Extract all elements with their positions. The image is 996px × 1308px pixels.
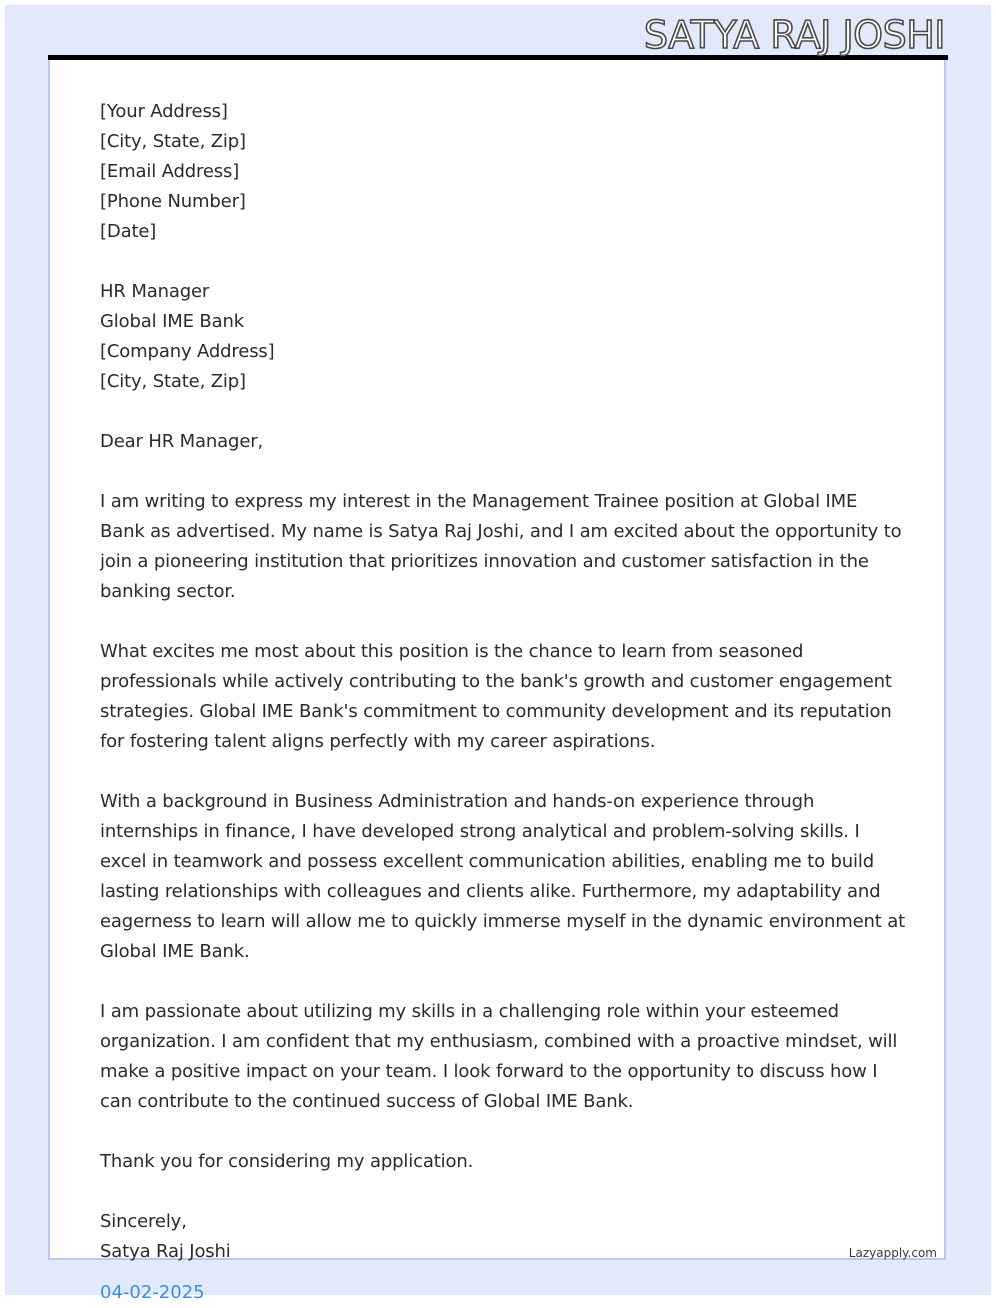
sender-phone: [Phone Number] [100,191,246,212]
closing-block [100,1207,900,1267]
recipient-company-address: [Company Address] [100,341,275,362]
sender-date: [Date] [100,221,157,242]
paragraph-intro [100,487,900,607]
signature-name: Satya Raj Joshi [100,1241,231,1262]
recipient-block [100,277,900,397]
sender-city-state-zip: [City, State, Zip] [100,131,246,152]
paragraph-background [100,787,906,967]
paragraph-line: internships in finance, I have developed strong analytical and problem-solving skills. I [100,821,860,842]
paragraph-line: Global IME Bank. [100,941,250,962]
paragraph-motivation [100,637,900,757]
paragraph-line: can contribute to the continued success of Global IME Bank. [100,1091,634,1112]
paragraph-thanks [100,1147,900,1177]
paragraph-line: strategies. Global IME Bank's commitment to community development and its reputation [100,701,892,722]
sender-email: [Email Address] [100,161,240,182]
sender-address: [Your Address] [100,101,228,122]
salutation-text: Dear HR Manager, [100,431,264,452]
paragraph-line: banking sector. [100,581,236,602]
paragraph-line: Bank as advertised. My name is Satya Raj Joshi, and I am excited about the opportunity to [100,521,902,542]
salutation [100,427,900,457]
paragraph-line: Thank you for considering my application. [100,1151,474,1172]
paragraph-line: What excites me most about this position is the chance to learn from seasoned [100,641,804,662]
sender-block [100,97,900,247]
paragraph-passion [100,997,900,1117]
cover-letter-body [100,97,906,1267]
paragraph-line: for fostering talent aligns perfectly with my career aspirations. [100,731,656,752]
letter-date: 04-02-2025 [100,1282,205,1303]
paragraph-line: eagerness to learn will allow me to quickly immerse myself in the dynamic environment at [100,911,906,932]
paragraph-line: With a background in Business Administration and hands-on experience through [100,791,815,812]
applicant-name-header: SATYA RAJ JOSHI [643,13,945,57]
paragraph-line: make a positive impact on your team. I look forward to the opportunity to discuss how I [100,1061,878,1082]
paragraph-line: organization. I am confident that my enthusiasm, combined with a proactive mindset, will [100,1031,898,1052]
recipient-company: Global IME Bank [100,311,245,332]
recipient-title: HR Manager [100,281,210,302]
valediction: Sincerely, [100,1211,187,1232]
paragraph-line: excel in teamwork and possess excellent communication abilities, enabling me to build [100,851,875,872]
lazyapply-watermark: Lazyapply.com [848,1246,937,1260]
paragraph-line: I am writing to express my interest in the Management Trainee position at Global IME [100,491,858,512]
paragraph-line: I am passionate about utilizing my skills in a challenging role within your esteemed [100,1001,839,1022]
paragraph-line: lasting relationships with colleagues and clients alike. Furthermore, my adaptability and [100,881,881,902]
paragraph-line: professionals while actively contributing to the bank's growth and customer engagement [100,671,892,692]
paragraph-line: join a pioneering institution that prioritizes innovation and customer satisfaction in the [100,551,869,572]
recipient-city-state-zip: [City, State, Zip] [100,371,246,392]
